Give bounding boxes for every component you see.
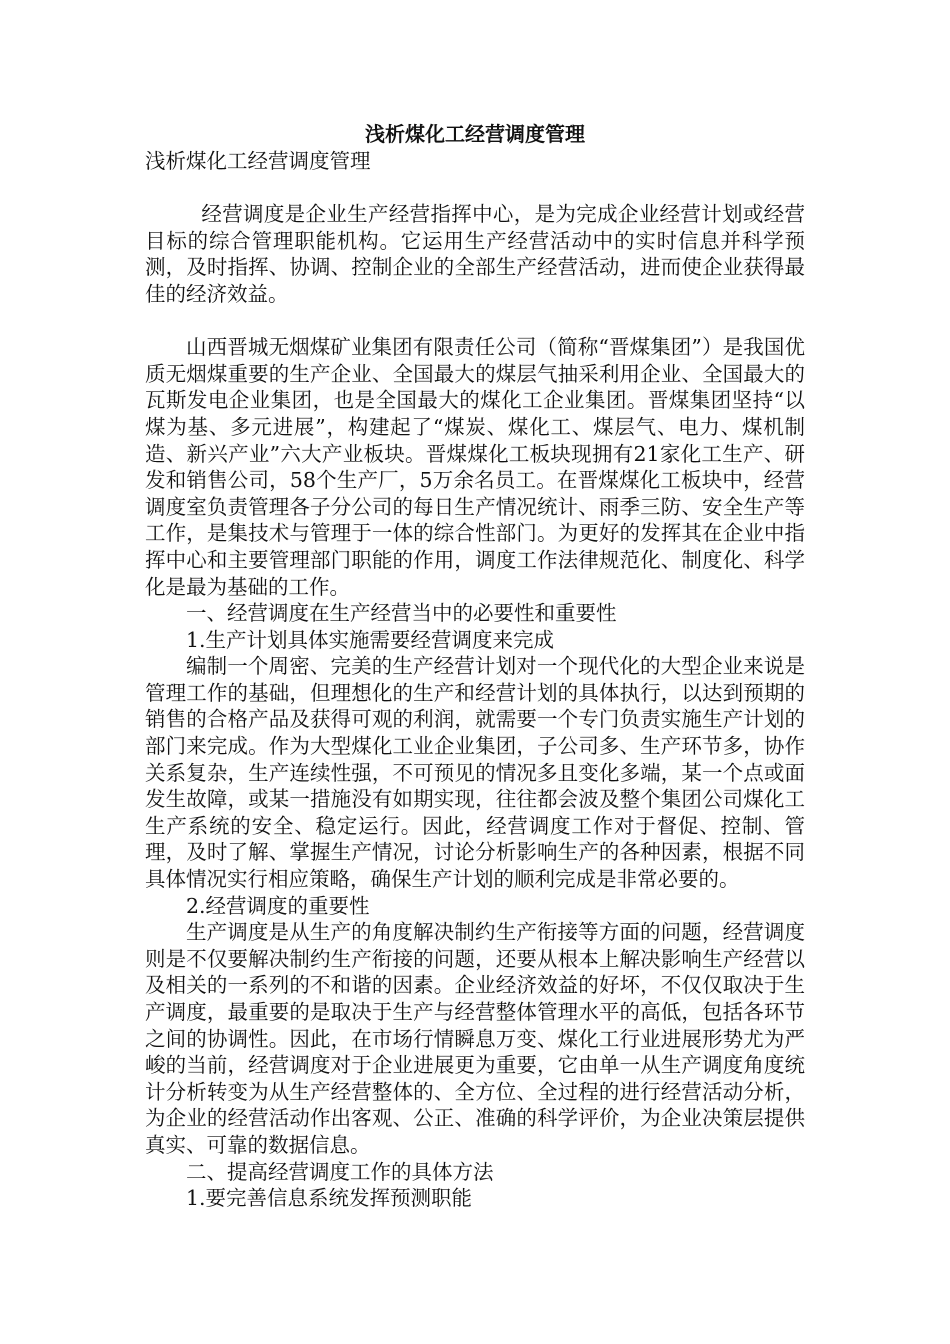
section-1-2-heading: 2.经营调度的重要性 — [186, 893, 370, 918]
section-2-heading: 二、提高经营调度工作的具体方法 — [186, 1159, 494, 1184]
document-subtitle: 浅析煤化工经营调度管理 — [145, 149, 371, 173]
section-1-1-heading: 1.生产计划具体实施需要经营调度来完成 — [186, 627, 555, 652]
document-page — [145, 120, 805, 1212]
blank-line — [145, 308, 805, 335]
document-title: 浅析煤化工经营调度管理 — [365, 122, 585, 146]
section-1-heading: 一、经营调度在生产经营当中的必要性和重要性 — [186, 601, 617, 626]
blank-line — [145, 175, 805, 202]
section-1-2-paragraph: 生产调度是从生产的角度解决制约生产衔接等方面的问题，经营调度则是不仅要解决制约生产衔接的问题，还要从根本上解决影响生产经营以及相关的一系列的不和谐的因素。企业经济效益的好坏，不仅仅取决于生产调度，最重要的是取决于生产与经营整体管理水平的高低，包括各环节之间的协调性。因此，在市场行情瞬息万变、煤化工行业进展形势尤为严峻的当前，经营调度对于企业进展更为重要，它由单一从生产调度角度统计分析转变为从生产经营整体的、全方位、全过程的进行经营活动分析，为企业的经营活动作出客观、公正、准确的科学评价，为企业决策层提供真实、可靠的数据信息。 — [145, 920, 805, 1157]
section-2-1-heading: 1.要完善信息系统发挥预测职能 — [186, 1186, 473, 1211]
section-1-1-paragraph: 编制一个周密、完美的生产经营计划对一个现代化的大型企业来说是管理工作的基础，但理想化的生产和经营计划的具体执行，以达到预期的销售的合格产品及获得可观的利润，就需要一个专门负责实施生产计划的部门来完成。作为大型煤化工业企业集团，子公司多、生产环节多，协作关系复杂，生产连续性强，不可预见的情况多且变化多端，某一个点或面发生故障，或某一措施没有如期实现，往往都会波及整个集团公司煤化工生产系统的安全、稳定运行。因此，经营调度工作对于督促、控制、管理，及时了解、掌握生产情况，讨论分析影响生产的各种因素，根据不同具体情况实行相应策略，确保生产计划的顺利完成是非常必要的。 — [145, 654, 805, 892]
background-paragraph: 山西晋城无烟煤矿业集团有限责任公司（简称“晋煤集团”）是我国优质无烟煤重要的生产企业、全国最大的煤层气抽采利用企业、全国最大的瓦斯发电企业集团，也是全国最大的煤化工企业集团。晋煤集团坚持“以煤为基、多元进展”，构建起了“煤炭、煤化工、煤层气、电力、煤机制造、新兴产业”六大产业板块。晋煤煤化工板块现拥有21家化工生产、研发和销售公司，58个生产厂，5万余名员工。在晋煤煤化工板块中，经营调度室负责管理各子分公司的每日生产情况统计、雨季三防、安全生产等工作，是集技术与管理于一体的综合性部门。为更好的发挥其在企业中指挥中心和主要管理部门职能的作用，调度工作法律规范化、制度化、科学化是最为基础的工作。 — [145, 335, 805, 599]
intro-paragraph: 经营调度是企业生产经营指挥中心，是为完成企业经营计划或经营目标的综合管理职能机构。它运用生产经营活动中的实时信息并科学预测，及时指挥、协调、控制企业的全部生产经营活动，进而使企业获得最佳的经济效益。 — [145, 202, 805, 306]
